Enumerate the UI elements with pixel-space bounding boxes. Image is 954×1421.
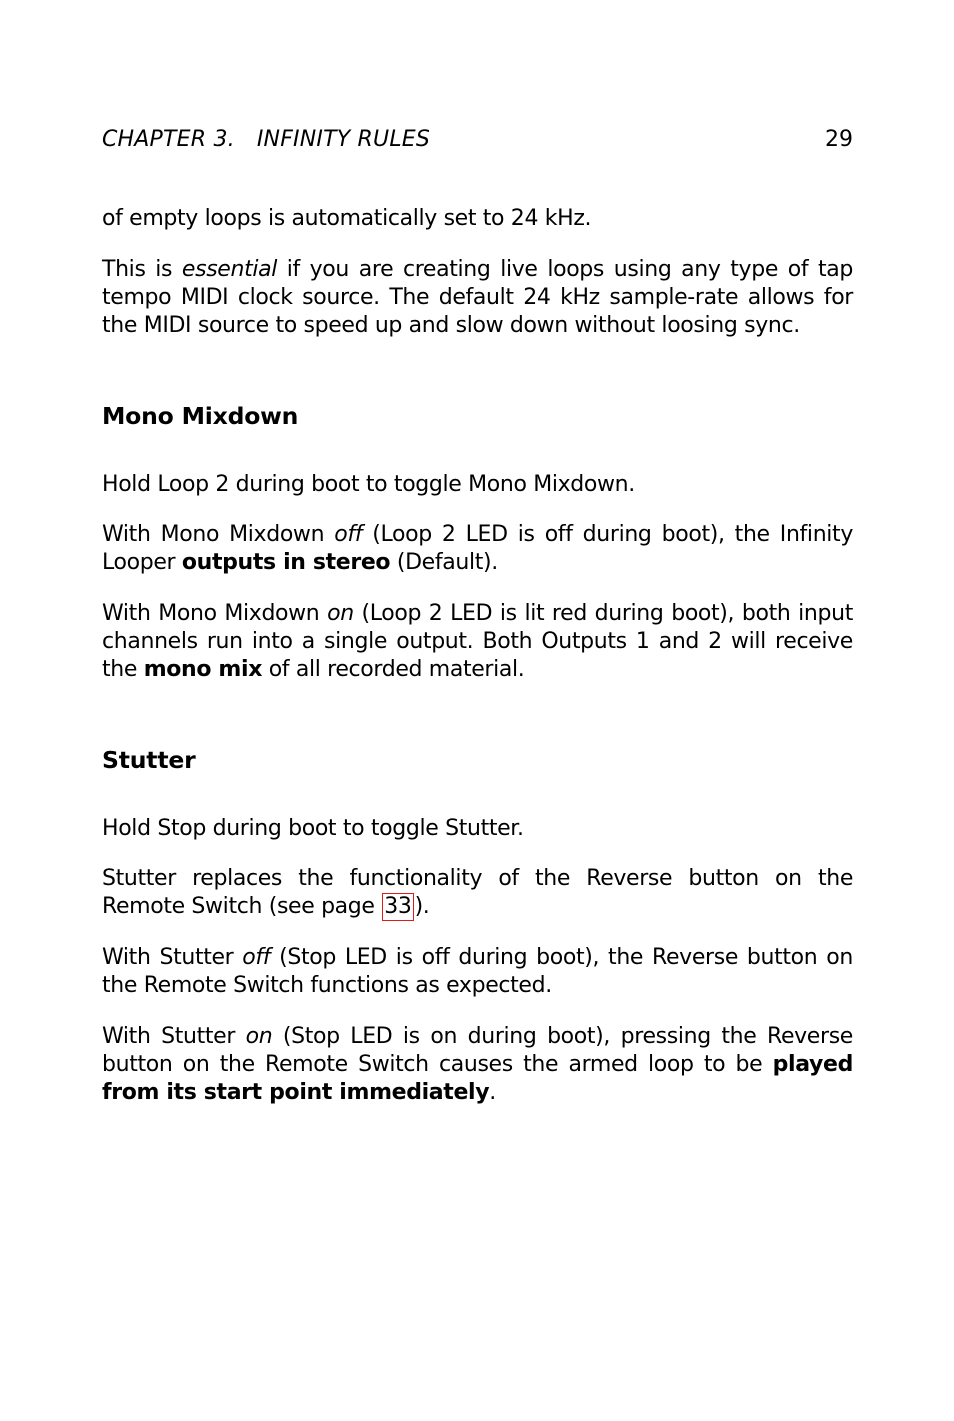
emphasis-on: on	[245, 1024, 273, 1049]
mono-paragraph-3: With Mono Mixdown on (Loop 2 LED is lit red during boot), both input channels run into a single output. Both Outputs 1 and 2 will receive the mono mix of all recorded material.	[102, 601, 854, 682]
chapter-label	[102, 125, 430, 155]
bold-outputs-in-stereo: outputs in stereo	[181, 550, 391, 575]
section-heading-mono-mixdown: Mono Mixdown	[102, 402, 299, 430]
section-heading-stutter: Stutter	[102, 746, 196, 774]
stutter-paragraph-1: Hold Stop during boot to toggle Stutter.	[102, 816, 524, 841]
intro-paragraph-2: This is essential if you are creating live loops using any type of tap tempo MIDI clock source. The default 24 kHz sample-rate allows for the MIDI source to speed up and slow down without loosing sync.	[102, 257, 853, 338]
bold-played-from-start: played from its start point immediately	[102, 1052, 853, 1105]
bold-mono-mix: mono mix	[143, 657, 263, 682]
chapter-number: CHAPTER 3.	[102, 127, 235, 152]
mono-paragraph-2: With Mono Mixdown off (Loop 2 LED is off during boot), the Infinity Looper outputs in stereo (Default).	[102, 522, 853, 575]
emphasis-on: on	[327, 601, 354, 626]
stutter-paragraph-2: Stutter replaces the functionality of the Reverse button on the Remote Switch (see page 33 ).	[102, 866, 853, 919]
mono-paragraph-1: Hold Loop 2 during boot to toggle Mono Mixdown.	[102, 472, 635, 497]
page-reference-link[interactable]: 33	[384, 894, 412, 919]
chapter-title: INFINITY RULES	[256, 127, 431, 152]
emphasis-off: off	[242, 945, 271, 970]
emphasis-off: off	[334, 522, 363, 547]
page-number: 29	[825, 127, 853, 152]
emphasis-essential: essential	[181, 257, 278, 282]
stutter-paragraph-3: With Stutter off (Stop LED is off during boot), the Reverse button on the Remote Switch functions as expected.	[102, 945, 853, 998]
stutter-paragraph-4: With Stutter on (Stop LED is on during boot), pressing the Reverse button on the Remote Switch causes the armed loop to be played from its start point immediately.	[102, 1024, 853, 1105]
intro-paragraph-1: of empty loops is automatically set to 24 kHz.	[102, 206, 592, 231]
running-header	[102, 125, 853, 155]
